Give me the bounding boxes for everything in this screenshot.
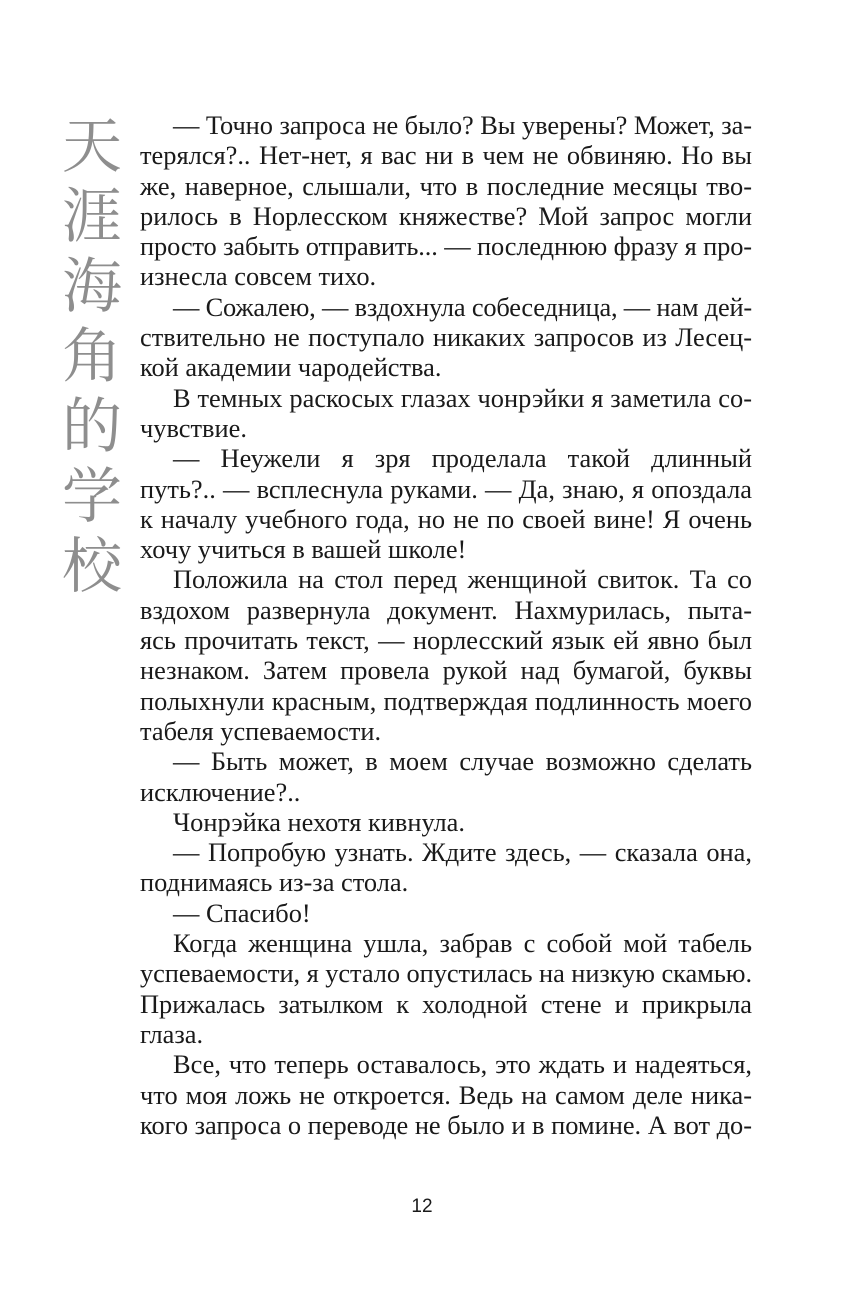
text-line: вздохом развернула документ. Нахмурилась, пыта- <box>140 594 752 625</box>
text-line: терялся?.. Нет-нет, я вас ни в чем не обвиняю. Но вы <box>140 140 752 171</box>
side-title-char: 涯 <box>62 182 122 252</box>
body-text <box>140 110 752 1140</box>
text-line: исключение?.. <box>140 776 301 807</box>
text-line: — Быть может, в моем случае возможно сделать <box>173 746 752 777</box>
side-title-char: 的 <box>62 392 122 462</box>
side-title-char: 海 <box>62 252 122 322</box>
text-line: что моя ложь не откроется. Ведь на самом деле ника- <box>140 1079 752 1110</box>
text-line: к началу учебного года, но не по своей вине! Я очень <box>140 503 752 534</box>
text-line: Положила на стол перед женщиной свиток. Та со <box>173 564 752 595</box>
text-line: ясь прочитать текст, — норлесский язык ей явно был <box>140 625 752 656</box>
text-line: Прижалась затылком к холодной стене и прикрыла <box>140 988 752 1019</box>
side-title <box>58 112 126 602</box>
text-line: же, наверное, слышали, что в последние месяцы тво- <box>140 170 752 201</box>
side-title-char: 角 <box>62 322 122 392</box>
text-line: просто забыть отправить... — последнюю фразу я про- <box>140 231 752 262</box>
text-line: В темных раскосых глазах чонрэйки я заметила со- <box>173 382 752 413</box>
text-line: — Точно запроса не было? Вы уверены? Может, за- <box>173 110 752 140</box>
text-line: ствительно не поступало никаких запросов из Лесец- <box>140 322 752 353</box>
text-line: Чонрэйка нехотя кивнула. <box>173 806 465 837</box>
text-line: Когда женщина ушла, забрав с собой мой табель <box>173 928 752 959</box>
text-line: глаза. <box>140 1018 204 1049</box>
text-line: рилось в Норлесском княжестве? Мой запрос могли <box>140 200 752 231</box>
page-number: 12 <box>411 1196 433 1217</box>
text-line: незнаком. Затем провела рукой над бумагой, буквы <box>140 655 752 686</box>
text-line: — Попробую узнать. Ждите здесь, — сказала она, <box>173 837 752 868</box>
text-line: Все, что теперь оставалось, это ждать и надеяться, <box>173 1049 752 1080</box>
text-line: — Сожалею, — вздохнула собеседница, — нам дей- <box>173 291 752 322</box>
text-line: хочу учиться в вашей школе! <box>140 534 467 565</box>
text-line: успеваемости, я устало опустилась на низкую скамью. <box>140 958 752 989</box>
text-line: кой академии чародейства. <box>140 352 442 383</box>
text-line: — Спасибо! <box>173 897 311 928</box>
text-line: чувствие. <box>140 412 247 443</box>
text-line: изнесла совсем тихо. <box>140 261 377 292</box>
text-line: табеля успеваемости. <box>140 715 382 746</box>
text-line: кого запроса о переводе не было и в помине. А вот до- <box>140 1109 753 1140</box>
text-line: поднимаясь из-за стола. <box>140 867 409 898</box>
side-title-char: 天 <box>62 112 122 182</box>
text-line: путь?.. — всплеснула руками. — Да, знаю, я опоздала <box>140 473 752 504</box>
text-line: — Неужели я зря проделала такой длинный <box>173 443 752 474</box>
side-title-char: 学 <box>62 462 122 532</box>
side-title-char: 校 <box>62 532 122 602</box>
text-line: полыхнули красным, подтверждая подлинность моего <box>140 685 752 716</box>
